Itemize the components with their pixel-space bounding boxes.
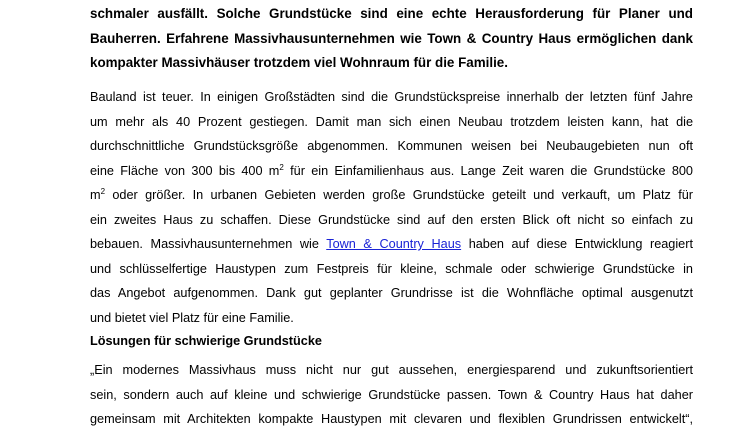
intro-paragraph — [90, 2, 693, 76]
body-line: um mehr als 40 Prozent gestiegen. Damit man sich einen Neubau trotzdem leisten kann, hat die — [90, 114, 693, 129]
body-text: bebauen. Massivhausunternehmen wie — [90, 237, 327, 251]
quote-paragraph — [90, 358, 693, 432]
body-line: das Angebot aufgenommen. Dank gut geplanter Grundrisse ist die Wohnfläche optimal ausgenutzt — [90, 286, 693, 300]
superscript: 2 — [279, 162, 284, 172]
intro-line: schmaler ausfällt. Solche Grundstücke sind eine echte Herausforderung für Planer und — [90, 6, 693, 21]
body-text: m — [90, 188, 101, 202]
quote-line: sein, sondern auch auf kleine und schwierige Grundstücke passen. Town & Country Haus hat daher — [90, 387, 693, 402]
quote-line: gemeinsam mit Architekten kompakte Haustypen mit clevaren und flexiblen Grundrissen entwickelt“, — [90, 412, 693, 426]
town-country-link[interactable]: Town & Country Haus — [326, 237, 462, 251]
body-line: durchschnittliche Grundstücksgröße abgenommen. Kommunen weisen bei Neubaugebieten nun oft — [90, 139, 693, 153]
intro-line: kompakter Massivhäuser trotzdem viel Wohnraum für die Familie. — [90, 55, 508, 70]
body-line: Bauland ist teuer. In einigen Großstädten sind die Grundstückspreise innerhalb der letzten fünf Jahre — [90, 90, 693, 104]
superscript: 2 — [100, 186, 106, 196]
body-text: haben auf diese Entwicklung reagiert — [461, 237, 693, 251]
quote-line: „Ein modernes Massivhaus muss nicht nur gut aussehen, energiesparend und zukunftsorientiert — [90, 363, 693, 377]
intro-line: Bauherren. Erfahrene Massivhausunternehmen wie Town & Country Haus ermöglichen dank — [90, 30, 693, 46]
section-heading: Lösungen für schwierige Grundstücke — [90, 334, 322, 348]
body-line — [90, 232, 693, 257]
body-paragraph — [90, 85, 693, 330]
body-line: ein zweites Haus zu schaffen. Diese Grundstücke sind auf den ersten Blick oft nicht so einfach zu — [90, 212, 693, 227]
body-line: und schlüsselfertige Haustypen zum Festpreis für kleine, schmale oder schwierige Grundstücke in — [90, 261, 693, 276]
body-line — [90, 159, 693, 184]
body-line: und bietet viel Platz für eine Familie. — [90, 310, 294, 325]
body-text: eine Fläche von 300 bis 400 m — [90, 163, 280, 178]
body-text: oder größer. In urbanen Gebieten werden große Grundstücke geteilt und verkauft, um Platz für — [105, 188, 693, 202]
body-line — [90, 183, 693, 208]
body-text: für ein Einfamilienhaus aus. Lange Zeit waren die Grundstücke 800 — [283, 163, 693, 178]
